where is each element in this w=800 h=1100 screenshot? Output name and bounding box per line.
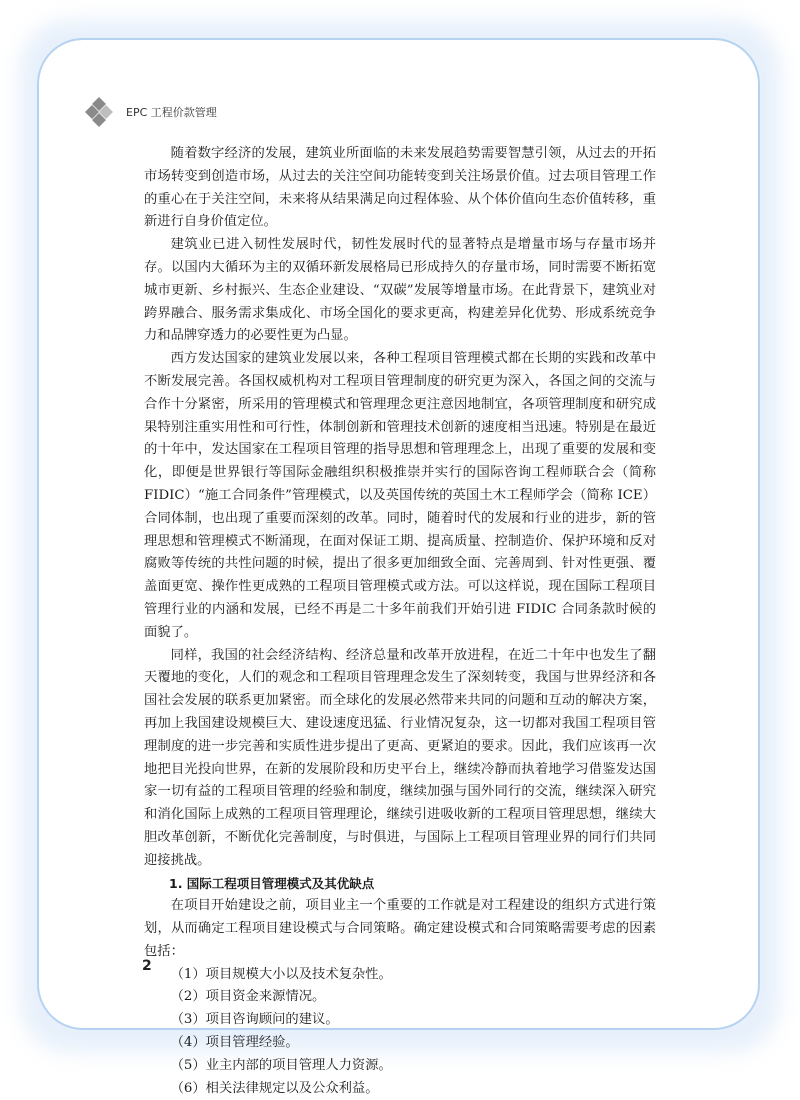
- list-item: （5）业主内部的项目管理人力资源。: [170, 1057, 392, 1073]
- paragraph: 随着数字经济的发展，建筑业所面临的未来发展趋势需要智慧引领，从过去的开拓市场转变到创造市场，从过去的关注空间功能转变到关注场景价值。过去项目管理工作的重心在于关注空间，未来将从结果满足向过程体验、从个体价值向生态价值转移，重新进行自身价值定位。: [144, 146, 656, 230]
- paragraph: 建筑业已进入韧性发展时代，韧性发展时代的显著特点是增量市场与存量市场并存。以国内大循环为主的双循环新发展格局已形成持久的存量市场，同时需要不断拓宽城市更新、乡村振兴、生态企业建设、“双碳”发展等增量市场。在此背景下，建筑业对跨界融合、服务需求集成化、市场全国化的要求更高，构建差异化优势、形成系统竞争力和品牌穿透力的必要性更为凸显。: [144, 237, 656, 344]
- page-number: 2: [142, 958, 152, 974]
- paragraph: 同样，我国的社会经济结构、经济总量和改革开放进程，在近二十年中也发生了翻天覆地的变化，人们的观念和工程项目管理理念发生了深刻转变，我国与世界经济和各国社会发展的联系更加紧密。而全球化的发展必然带来共同的问题和互动的解决方案，再加上我国建设规模巨大、建设速度迅猛、行业情况复杂，这一切都对我国工程项目管理制度的进一步完善和实质性进步提出了更高、更紧迫的要求。因此，我们应该再一次地把目光投向世界，在新的发展阶段和历史平台上，继续冷静而执着地学习借鉴发达国家一切有益的工程项目管理的经验和制度，继续加强与国外同行的交流，继续深入研究和消化国际上成熟的工程项目管理理论，继续引进吸收新的工程项目管理思想，继续大胆改革创新，不断优化完善制度，与时俱进，与国际上工程项目管理业界的同行们共同迎接挑战。: [144, 647, 656, 868]
- header-title: EPC 工程价款管理: [126, 106, 217, 119]
- section-intro: 在项目开始建设之前，项目业主一个重要的工作就是对工程建设的组织方式进行策划，从而确定工程项目建设模式与合同策略。确定建设模式和合同策略需要考虑的因素包括：: [144, 898, 656, 959]
- paragraph: 西方发达国家的建筑业发展以来，各种工程项目管理模式都在长期的实践和改革中不断发展完善。各国权威机构对工程项目管理制度的研究更为深入，各国之间的交流与合作十分紧密，所采用的管理模式和管理理念更注意因地制宜，各项管理制度和研究成果特别注重实用性和可行性，体制创新和管理技术创新的速度相当迅速。特别是在最近的十年中，发达国家在工程项目管理的指导思想和管理理念上，出现了重要的发展和变化，即便是世界银行等国际金融组织积极推崇并实行的国际咨询工程师联合会（简称 FIDIC）“施工合同条件”管理模式，以及英国传统的英国土木工程师学会（简称 ICE）合同体制，也出现了重要而深刻的改革。同时，随着时代的发展和行业的进步，新的管理思想和管理模式不断涌现，在面对保证工期、提高质量、控制造价、保护环境和反对腐败等传统的共性问题的时候，提出了很多更加细致全面、完善周到、针对性更强、覆盖面更宽、操作性更成熟的工程项目管理模式或方法。可以这样说，现在国际工程项目管理行业的内涵和发展，已经不再是二十多年前我们开始引进 FIDIC 合同条款时候的面貌了。: [144, 351, 656, 640]
- diamond-cluster-icon: [82, 97, 116, 127]
- list-item: （6）相关法律规定以及公众利益。: [170, 1080, 379, 1096]
- list-item: （2）项目资金来源情况。: [170, 989, 326, 1005]
- list-item: （3）项目咨询顾问的建议。: [170, 1012, 339, 1028]
- list-item: （4）项目管理经验。: [170, 1035, 299, 1051]
- section-heading: 1. 国际工程项目管理模式及其优缺点: [169, 875, 375, 891]
- list-item: （1）项目规模大小以及技术复杂性。: [170, 966, 392, 982]
- body-text: [144, 143, 656, 1100]
